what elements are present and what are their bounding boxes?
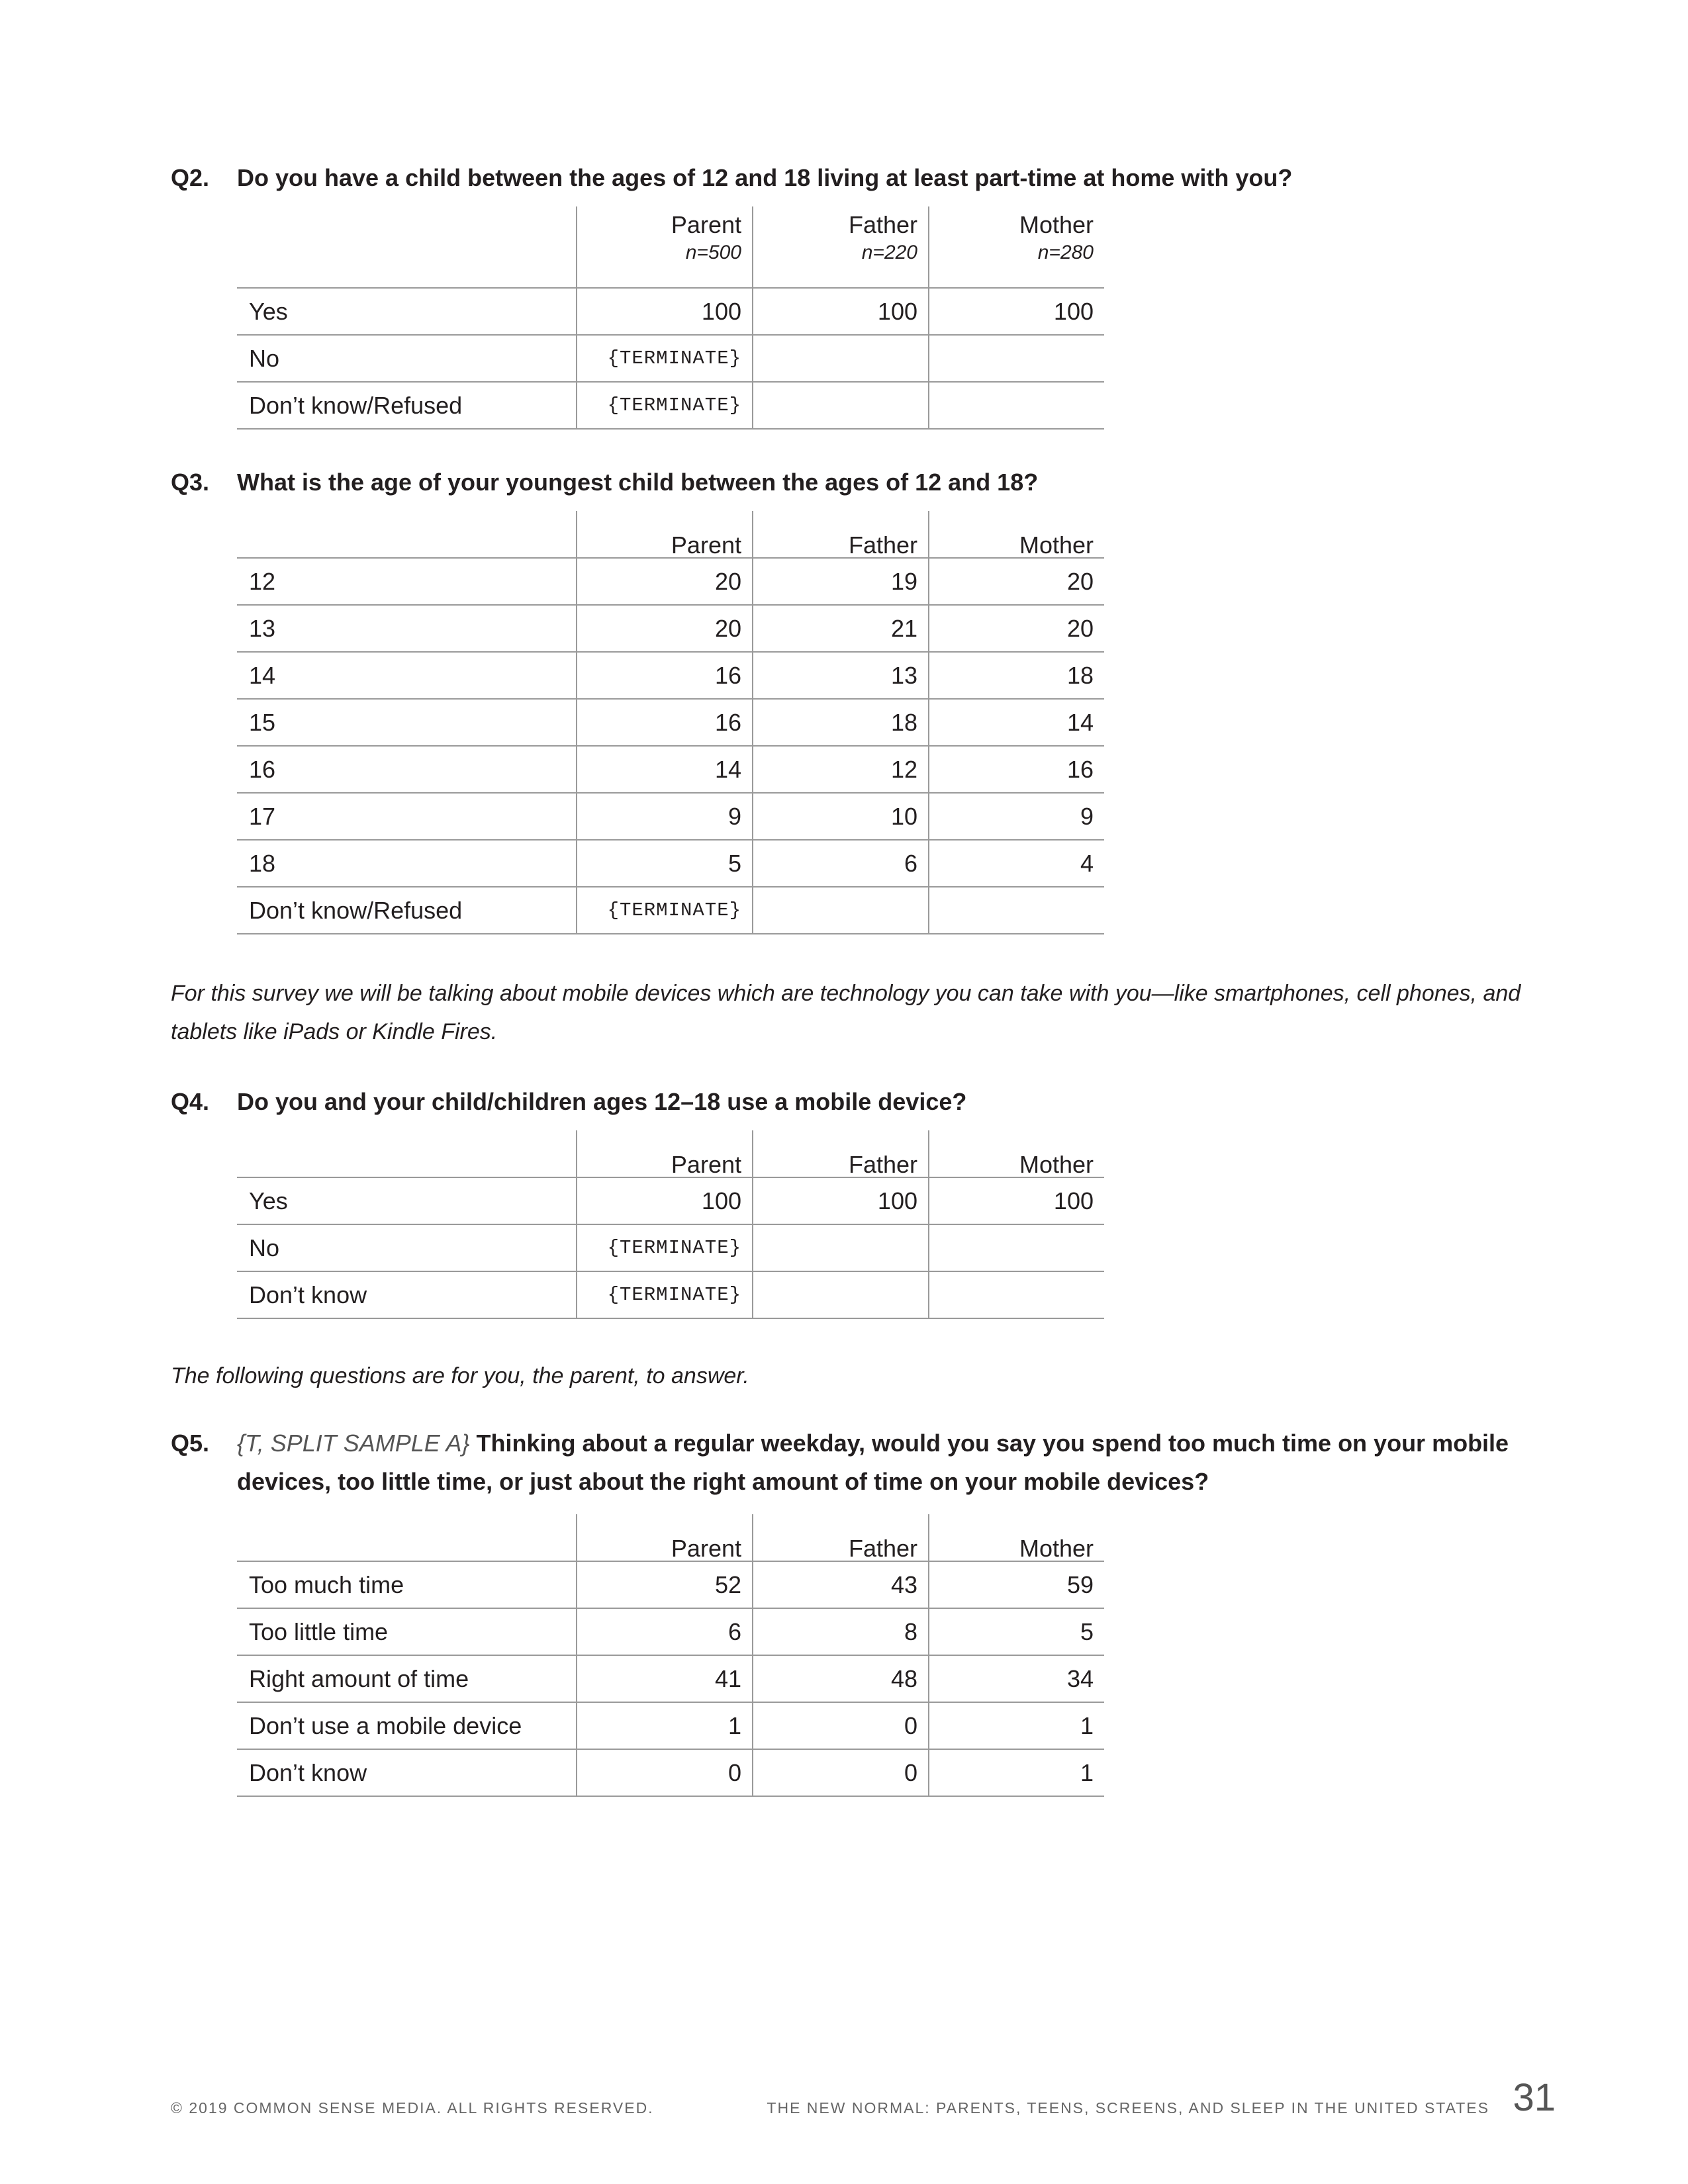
table-row	[237, 746, 1104, 793]
cell-father	[753, 1224, 929, 1271]
cell-parent: {TERMINATE}	[577, 1224, 753, 1271]
row-label: 15	[237, 699, 577, 746]
row-label: Don’t know/Refused	[237, 887, 577, 934]
cell-mother	[929, 335, 1104, 382]
cell-parent: {TERMINATE}	[577, 382, 753, 429]
question-text: What is the age of your youngest child between the ages of 12 and 18?	[237, 469, 1039, 496]
row-label: No	[237, 1224, 577, 1271]
cell-father: 100	[753, 288, 929, 335]
cell-father: 100	[753, 1177, 929, 1224]
question-body: Thinking about a regular weekday, would you say you spend too much time on your mobile devices, too little time, or just about the right amount of time on your mobile devices?	[237, 1430, 1509, 1495]
cell-father: 43	[753, 1561, 929, 1608]
cell-father: 12	[753, 746, 929, 793]
q2-table	[237, 206, 1104, 430]
cell-mother: 34	[929, 1655, 1104, 1702]
table-row	[237, 335, 1104, 382]
cell-mother: 100	[929, 288, 1104, 335]
question-q2	[0, 159, 1688, 199]
table-row	[237, 699, 1104, 746]
question-q4	[0, 1083, 1688, 1122]
header-n: n=220	[861, 242, 917, 263]
q4-table	[237, 1130, 1104, 1319]
row-label: 12	[237, 558, 577, 605]
cell-mother: 9	[929, 793, 1104, 840]
question-text	[237, 1424, 1534, 1501]
header-father: Father	[753, 1130, 929, 1177]
question-number: Q5.	[171, 1430, 210, 1457]
cell-father: 0	[753, 1702, 929, 1749]
cell-father: 19	[753, 558, 929, 605]
row-label: Yes	[237, 288, 577, 335]
question-text: Do you have a child between the ages of 12 and 18 living at least part-time at home with you?	[237, 164, 1293, 191]
cell-parent: 9	[577, 793, 753, 840]
cell-parent: 20	[577, 605, 753, 652]
table-row	[237, 1271, 1104, 1318]
cell-father: 13	[753, 652, 929, 699]
header-parent: Parent	[577, 1130, 753, 1177]
header-blank	[237, 206, 577, 288]
survey-intro-note: For this survey we will be talking about mobile devices which are technology you can take with you—like smartphones, cell phones, and tablets like iPads or Kindle Fires.	[171, 981, 1521, 1044]
header-n: n=500	[685, 242, 741, 263]
row-label: 17	[237, 793, 577, 840]
parent-instructions-note: The following questions are for you, the parent, to answer.	[171, 1363, 749, 1388]
row-label: Don’t know	[237, 1749, 577, 1796]
cell-parent: 100	[577, 1177, 753, 1224]
cell-mother: 14	[929, 699, 1104, 746]
cell-parent: {TERMINATE}	[577, 1271, 753, 1318]
table-row	[237, 793, 1104, 840]
cell-parent: 100	[577, 288, 753, 335]
header-father: Father	[753, 1514, 929, 1561]
question-number: Q3.	[171, 469, 210, 496]
cell-parent: 1	[577, 1702, 753, 1749]
row-label: Don’t know	[237, 1271, 577, 1318]
row-label: Yes	[237, 1177, 577, 1224]
cell-parent: 52	[577, 1561, 753, 1608]
header-blank	[237, 1514, 577, 1561]
cell-father: 10	[753, 793, 929, 840]
cell-mother: 4	[929, 840, 1104, 887]
cell-parent: 14	[577, 746, 753, 793]
cell-parent: 16	[577, 699, 753, 746]
cell-mother: 20	[929, 605, 1104, 652]
cell-parent: 16	[577, 652, 753, 699]
row-label: 13	[237, 605, 577, 652]
row-label: Too little time	[237, 1608, 577, 1655]
footer-copyright: © 2019 COMMON SENSE MEDIA. ALL RIGHTS RESERVED.	[171, 2099, 654, 2116]
table-row	[237, 652, 1104, 699]
header-father: Father n=220	[753, 206, 929, 288]
cell-father: 8	[753, 1608, 929, 1655]
table-row	[237, 1561, 1104, 1608]
q3-table	[237, 511, 1104, 934]
cell-father: 21	[753, 605, 929, 652]
cell-parent: 41	[577, 1655, 753, 1702]
header-mother: Mother n=280	[929, 206, 1104, 288]
cell-mother	[929, 1271, 1104, 1318]
cell-father	[753, 382, 929, 429]
table-row	[237, 1608, 1104, 1655]
question-q3	[0, 463, 1688, 503]
header-mother: Mother	[929, 1130, 1104, 1177]
header-mother: Mother	[929, 511, 1104, 558]
row-label: 18	[237, 840, 577, 887]
cell-mother	[929, 887, 1104, 934]
row-label: Right amount of time	[237, 1655, 577, 1702]
header-n: n=280	[1037, 242, 1094, 263]
header-parent: Parent n=500	[577, 206, 753, 288]
cell-mother: 1	[929, 1749, 1104, 1796]
cell-father	[753, 335, 929, 382]
cell-parent: 0	[577, 1749, 753, 1796]
row-label: No	[237, 335, 577, 382]
table-row	[237, 605, 1104, 652]
cell-father: 18	[753, 699, 929, 746]
cell-mother	[929, 1224, 1104, 1271]
header-father: Father	[753, 511, 929, 558]
table-row	[237, 887, 1104, 934]
footer-report-title: THE NEW NORMAL: PARENTS, TEENS, SCREENS, AND SLEEP IN THE UNITED STATES	[767, 2099, 1489, 2116]
header-parent: Parent	[577, 1514, 753, 1561]
table-row	[237, 1655, 1104, 1702]
cell-parent: {TERMINATE}	[577, 887, 753, 934]
question-q5	[0, 1424, 1688, 1495]
split-sample-tag: {T, SPLIT SAMPLE A}	[237, 1430, 470, 1457]
table-row	[237, 1177, 1104, 1224]
header-mother: Mother	[929, 1514, 1104, 1561]
cell-father	[753, 887, 929, 934]
cell-mother: 5	[929, 1608, 1104, 1655]
cell-father	[753, 1271, 929, 1318]
cell-mother: 16	[929, 746, 1104, 793]
cell-parent: {TERMINATE}	[577, 335, 753, 382]
cell-parent: 6	[577, 1608, 753, 1655]
row-label: Don’t use a mobile device	[237, 1702, 577, 1749]
row-label: 14	[237, 652, 577, 699]
row-label: Too much time	[237, 1561, 577, 1608]
row-label: 16	[237, 746, 577, 793]
cell-father: 6	[753, 840, 929, 887]
table-row	[237, 1749, 1104, 1796]
cell-parent: 20	[577, 558, 753, 605]
question-number: Q4.	[171, 1088, 210, 1115]
cell-mother: 100	[929, 1177, 1104, 1224]
table-row	[237, 1224, 1104, 1271]
header-blank	[237, 1130, 577, 1177]
cell-father: 48	[753, 1655, 929, 1702]
table-row	[237, 558, 1104, 605]
table-row	[237, 288, 1104, 335]
row-label: Don’t know/Refused	[237, 382, 577, 429]
cell-mother: 20	[929, 558, 1104, 605]
page-number: 31	[1513, 2076, 1556, 2119]
question-number: Q2.	[171, 164, 210, 191]
cell-mother: 59	[929, 1561, 1104, 1608]
cell-parent: 5	[577, 840, 753, 887]
table-row	[237, 1702, 1104, 1749]
question-text: Do you and your child/children ages 12–18 use a mobile device?	[237, 1088, 967, 1115]
cell-mother: 1	[929, 1702, 1104, 1749]
table-row	[237, 840, 1104, 887]
q5-table	[237, 1514, 1104, 1797]
header-parent: Parent	[577, 511, 753, 558]
table-row	[237, 382, 1104, 429]
cell-mother: 18	[929, 652, 1104, 699]
cell-mother	[929, 382, 1104, 429]
header-blank	[237, 511, 577, 558]
cell-father: 0	[753, 1749, 929, 1796]
